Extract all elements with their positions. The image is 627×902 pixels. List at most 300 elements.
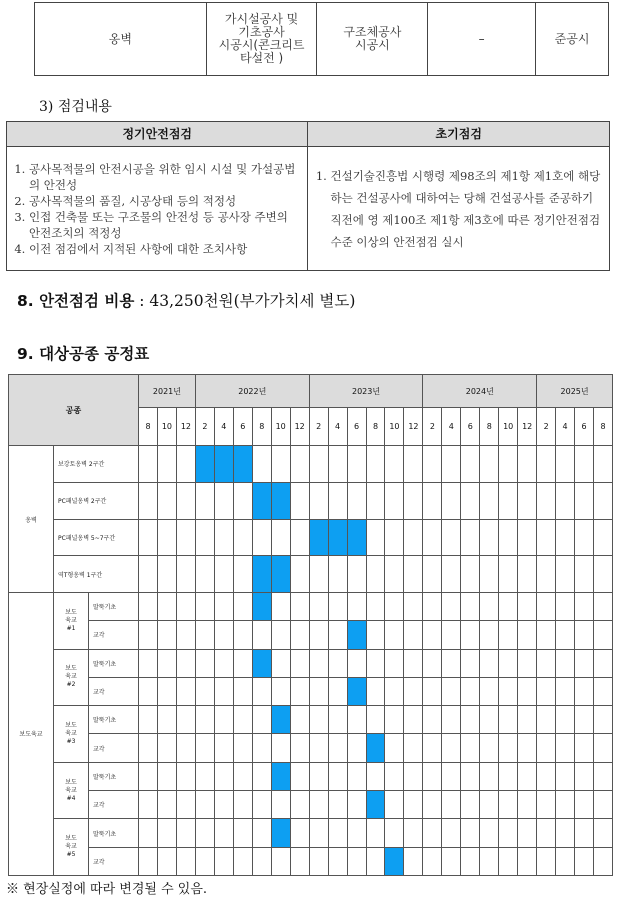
- inspection-content-table: [6, 121, 610, 271]
- schedule-cell: [537, 556, 556, 593]
- schedule-cell: [404, 819, 423, 847]
- schedule-cell: [328, 791, 347, 819]
- schedule-cell: [366, 482, 385, 519]
- schedule-cell: [556, 706, 575, 734]
- task-label: 말뚝기초: [89, 649, 139, 677]
- year-header: 2021년: [139, 375, 196, 408]
- schedule-cell: [347, 556, 366, 593]
- schedule-cell: [385, 593, 404, 621]
- timing-cell-structure-works: 구조체공사 시공시: [317, 3, 428, 76]
- schedule-cell: [385, 621, 404, 649]
- schedule-bar-cell: [366, 791, 385, 819]
- schedule-cell: [176, 593, 195, 621]
- schedule-cell: [575, 706, 594, 734]
- schedule-cell: [518, 706, 537, 734]
- schedule-cell: [518, 819, 537, 847]
- regular-inspection-cell: [7, 147, 308, 271]
- schedule-cell: [537, 649, 556, 677]
- schedule-cell: [556, 446, 575, 483]
- schedule-cell: [290, 677, 309, 705]
- schedule-cell: [385, 819, 404, 847]
- month-header: 10: [385, 408, 404, 446]
- schedule-cell: [518, 847, 537, 875]
- task-label: 말뚝기초: [89, 819, 139, 847]
- schedule-cell: [157, 593, 176, 621]
- schedule-cell: [499, 621, 518, 649]
- schedule-cell: [366, 706, 385, 734]
- schedule-cell: [139, 621, 158, 649]
- schedule-cell: [461, 677, 480, 705]
- schedule-cell: [252, 791, 271, 819]
- schedule-cell: [139, 791, 158, 819]
- schedule-cell: [423, 762, 442, 790]
- schedule-cell: [328, 677, 347, 705]
- schedule-cell: [556, 734, 575, 762]
- schedule-cell: [480, 649, 499, 677]
- header-regular-inspection: 정기안전점검: [7, 122, 308, 147]
- schedule-cell: [442, 621, 461, 649]
- schedule-cell: [594, 556, 613, 593]
- schedule-cell: [442, 556, 461, 593]
- schedule-cell: [556, 556, 575, 593]
- schedule-cell: [309, 819, 328, 847]
- schedule-cell: [214, 482, 233, 519]
- schedule-cell: [233, 593, 252, 621]
- schedule-cell: [195, 593, 214, 621]
- task-row: [9, 593, 613, 621]
- schedule-bar-cell: [271, 482, 290, 519]
- schedule-bar-cell: [347, 519, 366, 556]
- schedule-cell: [233, 734, 252, 762]
- schedule-cell: [480, 791, 499, 819]
- month-header: 2: [537, 408, 556, 446]
- schedule-cell: [518, 649, 537, 677]
- schedule-cell: [139, 819, 158, 847]
- schedule-cell: [252, 734, 271, 762]
- schedule-cell: [157, 677, 176, 705]
- schedule-cell: [290, 593, 309, 621]
- schedule-bar-cell: [347, 621, 366, 649]
- schedule-cell: [195, 847, 214, 875]
- cost-title: 8. 안전점검 비용: [17, 292, 135, 310]
- schedule-cell: [157, 706, 176, 734]
- regular-inspection-list: [9, 161, 305, 257]
- schedule-cell: [404, 706, 423, 734]
- subgroup-label: 보도 육교 #1: [54, 593, 89, 650]
- schedule-cell: [518, 677, 537, 705]
- schedule-cell: [233, 519, 252, 556]
- schedule-bar-cell: [233, 446, 252, 483]
- schedule-cell: [347, 819, 366, 847]
- schedule-cell: [290, 446, 309, 483]
- schedule-cell: [594, 706, 613, 734]
- schedule-cell: [176, 762, 195, 790]
- month-header: 4: [328, 408, 347, 446]
- schedule-cell: [499, 734, 518, 762]
- schedule-cell: [385, 706, 404, 734]
- schedule-cell: [480, 847, 499, 875]
- schedule-cell: [252, 621, 271, 649]
- schedule-cell: [480, 446, 499, 483]
- schedule-cell: [556, 593, 575, 621]
- schedule-cell: [556, 621, 575, 649]
- schedule-cell: [214, 593, 233, 621]
- schedule-cell: [157, 791, 176, 819]
- schedule-cell: [366, 556, 385, 593]
- schedule-bar-cell: [328, 519, 347, 556]
- schedule-cell: [575, 762, 594, 790]
- schedule-cell: [195, 621, 214, 649]
- schedule-cell: [442, 677, 461, 705]
- schedule-cell: [385, 482, 404, 519]
- inspection-timing-table: [34, 2, 609, 76]
- schedule-cell: [404, 649, 423, 677]
- month-header: 10: [271, 408, 290, 446]
- schedule-cell: [423, 621, 442, 649]
- schedule-cell: [157, 734, 176, 762]
- schedule-cell: [537, 819, 556, 847]
- schedule-cell: [461, 762, 480, 790]
- schedule-cell: [157, 519, 176, 556]
- month-header: 10: [499, 408, 518, 446]
- schedule-cell: [480, 621, 499, 649]
- year-header: 2025년: [537, 375, 613, 408]
- timing-cell-category: 옹벽: [35, 3, 207, 76]
- schedule-cell: [518, 482, 537, 519]
- schedule-cell: [176, 649, 195, 677]
- schedule-cell: [442, 706, 461, 734]
- month-header: 2: [309, 408, 328, 446]
- schedule-cell: [347, 762, 366, 790]
- schedule-cell: [556, 649, 575, 677]
- schedule-cell: [594, 819, 613, 847]
- schedule-cell: [214, 819, 233, 847]
- schedule-cell: [176, 482, 195, 519]
- schedule-cell: [537, 482, 556, 519]
- schedule-cell: [423, 593, 442, 621]
- schedule-cell: [252, 762, 271, 790]
- schedule-cell: [157, 556, 176, 593]
- schedule-cell: [214, 649, 233, 677]
- schedule-bar-cell: [252, 593, 271, 621]
- schedule-cell: [195, 734, 214, 762]
- schedule-cell: [480, 677, 499, 705]
- schedule-cell: [442, 847, 461, 875]
- schedule-cell: [423, 482, 442, 519]
- schedule-cell: [442, 482, 461, 519]
- schedule-cell: [233, 677, 252, 705]
- month-header: 4: [556, 408, 575, 446]
- schedule-cell: [423, 791, 442, 819]
- task-row: [9, 819, 613, 847]
- schedule-cell: [594, 446, 613, 483]
- schedule-cell: [139, 706, 158, 734]
- schedule-cell: [575, 791, 594, 819]
- schedule-cell: [214, 706, 233, 734]
- schedule-cell: [518, 734, 537, 762]
- schedule-bar-cell: [271, 819, 290, 847]
- schedule-cell: [575, 446, 594, 483]
- schedule-cell: [309, 847, 328, 875]
- schedule-cell: [461, 621, 480, 649]
- group-label: 보도육교: [9, 593, 54, 876]
- schedule-cell: [442, 762, 461, 790]
- schedule-cell: [176, 819, 195, 847]
- schedule-cell: [575, 519, 594, 556]
- schedule-cell: [252, 706, 271, 734]
- schedule-cell: [385, 446, 404, 483]
- schedule-cell: [404, 482, 423, 519]
- schedule-cell: [575, 649, 594, 677]
- cost-separator: :: [134, 292, 150, 310]
- schedule-cell: [594, 762, 613, 790]
- schedule-cell: [594, 482, 613, 519]
- header-initial-inspection: 초기점검: [308, 122, 610, 147]
- schedule-cell: [404, 519, 423, 556]
- schedule-cell: [480, 819, 499, 847]
- month-header: 12: [404, 408, 423, 446]
- schedule-cell: [195, 791, 214, 819]
- schedule-cell: [594, 734, 613, 762]
- task-label: 교각: [89, 847, 139, 875]
- schedule-cell: [537, 791, 556, 819]
- schedule-cell: [461, 734, 480, 762]
- schedule-cell: [404, 677, 423, 705]
- month-header: 6: [233, 408, 252, 446]
- schedule-cell: [461, 649, 480, 677]
- year-header-row: [9, 375, 613, 408]
- schedule-cell: [404, 621, 423, 649]
- schedule-cell: [575, 847, 594, 875]
- subgroup-label: 보도 육교 #3: [54, 706, 89, 763]
- schedule-title: 9. 대상공종 공정표: [17, 345, 150, 363]
- schedule-cell: [518, 519, 537, 556]
- schedule-cell: [442, 791, 461, 819]
- schedule-cell: [423, 677, 442, 705]
- schedule-cell: [309, 706, 328, 734]
- schedule-cell: [290, 649, 309, 677]
- task-row: [9, 847, 613, 875]
- month-header: 6: [461, 408, 480, 446]
- schedule-cell: [195, 649, 214, 677]
- task-label: 역T형옹벽 1구간: [54, 556, 139, 593]
- year-header: 2022년: [195, 375, 309, 408]
- schedule-cell: [480, 482, 499, 519]
- regular-item: 1. 공사목적물의 안전시공을 위한 임시 시설 및 가설공법의 안전성: [29, 161, 301, 193]
- schedule-cell: [195, 706, 214, 734]
- schedule-bar-cell: [347, 677, 366, 705]
- schedule-cell: [328, 593, 347, 621]
- task-row: [9, 482, 613, 519]
- schedule-cell: [404, 762, 423, 790]
- schedule-cell: [176, 621, 195, 649]
- schedule-cell: [139, 734, 158, 762]
- schedule-cell: [385, 677, 404, 705]
- initial-inspection-cell: [308, 147, 610, 271]
- schedule-cell: [537, 762, 556, 790]
- task-row: [9, 519, 613, 556]
- schedule-cell: [214, 677, 233, 705]
- schedule-cell: [328, 446, 347, 483]
- schedule-cell: [139, 556, 158, 593]
- schedule-cell: [537, 734, 556, 762]
- schedule-cell: [575, 819, 594, 847]
- schedule-cell: [518, 621, 537, 649]
- schedule-cell: [499, 847, 518, 875]
- schedule-cell: [233, 847, 252, 875]
- schedule-cell: [461, 519, 480, 556]
- task-label: 말뚝기초: [89, 706, 139, 734]
- schedule-bar-cell: [252, 482, 271, 519]
- schedule-cell: [499, 762, 518, 790]
- schedule-cell: [480, 734, 499, 762]
- task-row: [9, 649, 613, 677]
- schedule-cell: [195, 762, 214, 790]
- schedule-cell: [328, 706, 347, 734]
- schedule-cell: [499, 482, 518, 519]
- schedule-cell: [423, 847, 442, 875]
- schedule-cell: [499, 819, 518, 847]
- schedule-cell: [556, 819, 575, 847]
- schedule-cell: [518, 556, 537, 593]
- schedule-cell: [366, 593, 385, 621]
- schedule-cell: [252, 819, 271, 847]
- schedule-cell: [139, 762, 158, 790]
- task-label: PC패널옹벽 2구간: [54, 482, 139, 519]
- schedule-cell: [480, 762, 499, 790]
- schedule-cell: [157, 762, 176, 790]
- schedule-cell: [556, 482, 575, 519]
- schedule-cell: [347, 482, 366, 519]
- schedule-cell: [537, 677, 556, 705]
- schedule-cell: [195, 819, 214, 847]
- schedule-cell: [556, 762, 575, 790]
- schedule-cell: [575, 482, 594, 519]
- schedule-cell: [176, 677, 195, 705]
- task-row: [9, 762, 613, 790]
- schedule-cell: [404, 791, 423, 819]
- footnote: ※ 현장실정에 따라 변경될 수 있음.: [6, 882, 208, 897]
- schedule-cell: [366, 446, 385, 483]
- schedule-cell: [139, 649, 158, 677]
- schedule-cell: [233, 556, 252, 593]
- schedule-cell: [290, 762, 309, 790]
- schedule-cell: [328, 649, 347, 677]
- schedule-cell: [271, 593, 290, 621]
- schedule-cell: [271, 734, 290, 762]
- schedule-cell: [499, 706, 518, 734]
- schedule-cell: [328, 556, 347, 593]
- schedule-cell: [594, 649, 613, 677]
- schedule-cell: [347, 706, 366, 734]
- schedule-cell: [461, 847, 480, 875]
- schedule-cell: [309, 621, 328, 649]
- schedule-bar-cell: [271, 762, 290, 790]
- schedule-cell: [366, 819, 385, 847]
- schedule-bar-cell: [366, 734, 385, 762]
- schedule-cell: [594, 621, 613, 649]
- month-header: 4: [214, 408, 233, 446]
- schedule-cell: [594, 519, 613, 556]
- schedule-bar-cell: [385, 847, 404, 875]
- schedule-cell: [309, 593, 328, 621]
- schedule-cell: [423, 734, 442, 762]
- schedule-cell: [214, 734, 233, 762]
- schedule-cell: [499, 649, 518, 677]
- safety-cost-line: [17, 289, 355, 311]
- schedule-cell: [366, 847, 385, 875]
- section-3-title: 3) 점검내용: [39, 99, 112, 115]
- task-label: 말뚝기초: [89, 593, 139, 621]
- schedule-cell: [442, 649, 461, 677]
- task-row: [9, 621, 613, 649]
- subgroup-label: 보도 육교 #4: [54, 762, 89, 819]
- schedule-cell: [290, 482, 309, 519]
- schedule-cell: [594, 791, 613, 819]
- schedule-cell: [309, 649, 328, 677]
- schedule-cell: [518, 762, 537, 790]
- schedule-cell: [233, 621, 252, 649]
- schedule-cell: [328, 621, 347, 649]
- schedule-cell: [290, 621, 309, 649]
- schedule-cell: [423, 556, 442, 593]
- task-label: 보강토옹벽 2구간: [54, 446, 139, 483]
- schedule-cell: [214, 519, 233, 556]
- schedule-cell: [347, 446, 366, 483]
- schedule-cell: [195, 519, 214, 556]
- month-header: 12: [290, 408, 309, 446]
- schedule-cell: [271, 621, 290, 649]
- month-header: 12: [518, 408, 537, 446]
- schedule-cell: [556, 677, 575, 705]
- schedule-cell: [290, 847, 309, 875]
- schedule-cell: [309, 734, 328, 762]
- schedule-cell: [139, 847, 158, 875]
- schedule-cell: [385, 649, 404, 677]
- schedule-cell: [214, 621, 233, 649]
- schedule-cell: [271, 649, 290, 677]
- schedule-cell: [499, 677, 518, 705]
- task-row: [9, 734, 613, 762]
- schedule-cell: [309, 482, 328, 519]
- schedule-cell: [195, 556, 214, 593]
- schedule-cell: [404, 556, 423, 593]
- schedule-cell: [214, 847, 233, 875]
- schedule-cell: [214, 556, 233, 593]
- schedule-cell: [461, 706, 480, 734]
- task-label: 교각: [89, 791, 139, 819]
- schedule-bar-cell: [309, 519, 328, 556]
- schedule-cell: [461, 446, 480, 483]
- schedule-cell: [537, 519, 556, 556]
- schedule-cell: [328, 819, 347, 847]
- schedule-cell: [233, 649, 252, 677]
- schedule-cell: [214, 762, 233, 790]
- schedule-cell: [252, 847, 271, 875]
- schedule-cell: [347, 649, 366, 677]
- regular-item: 2. 공사목적물의 품질, 시공상태 등의 적정성: [29, 193, 301, 209]
- task-row: [9, 556, 613, 593]
- schedule-cell: [556, 791, 575, 819]
- regular-item: 3. 인접 건축물 또는 구조물의 안전성 등 공사장 주변의 안전조치의 적정성: [29, 209, 301, 241]
- task-row: [9, 677, 613, 705]
- schedule-cell: [233, 706, 252, 734]
- schedule-cell: [518, 593, 537, 621]
- schedule-cell: [423, 649, 442, 677]
- month-header: 2: [423, 408, 442, 446]
- month-header: 6: [575, 408, 594, 446]
- schedule-cell: [366, 519, 385, 556]
